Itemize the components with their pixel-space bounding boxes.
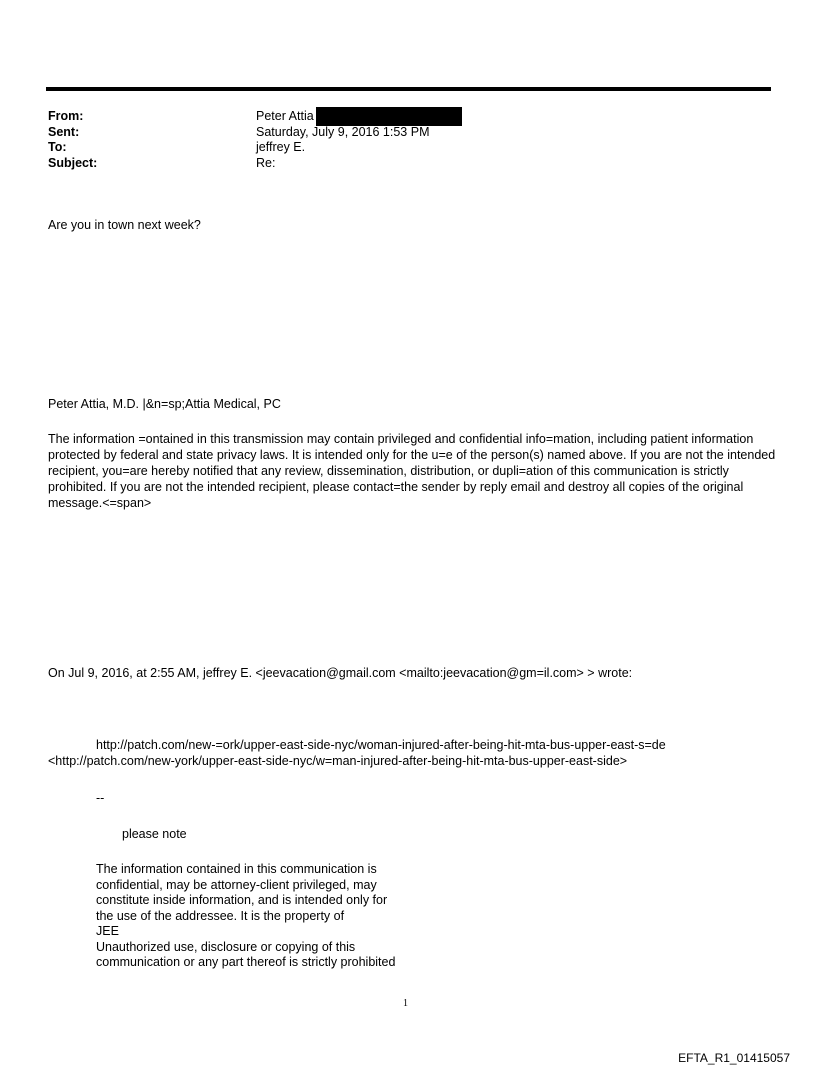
notice-line: JEE [96,924,119,938]
please-note-label: please note [122,827,187,841]
email-header [48,109,462,171]
confidentiality-disclaimer: The information =ontained in this transmission may contain privileged and confidential info=mation, including patient information protected by federal and state privacy laws. It is intended only for the u=e of the person(s) named above. If you are not the intended recipient, you=are hereby notified that any review, dissemination, distribution, or dupli=ation of this communication is strictly prohibited. If you are not the intended recipient, please contact=the sender by reply email and destroy all copies of the original message.<=span> [48,432,776,510]
patch-link-line2[interactable]: <http://patch.com/new-york/upper-east-side-nyc/w=man-injured-after-being-hit-mta-bus-upper-east-side> [48,754,628,768]
document-id: EFTA_R1_01415057 [678,1051,790,1065]
page-number: 1 [403,998,408,1009]
redaction-box [316,107,462,126]
subject-label: Subject: [48,155,98,170]
sent-label: Sent: [48,124,80,139]
notice-line: communication or any part thereof is strictly prohibited [96,955,396,969]
header-rule [46,87,771,91]
signature-line: Peter Attia, M.D. |&n=sp;Attia Medical, PC [48,397,281,411]
notice-line: the use of the addressee. It is the property of [96,908,345,923]
notice-line: constitute inside information, and is intended only for [96,893,388,907]
subject-row [48,156,462,172]
to-row [48,140,462,156]
message-question: Are you in town next week? [48,218,201,232]
signature-separator: -- [96,791,105,805]
to-value: jeffrey E. [256,140,306,154]
quoted-message-header: On Jul 9, 2016, at 2:55 AM, jeffrey E. <jeevacation@gmail.com <mailto:jeevacation@gm=il.com> > wrote: [48,666,633,680]
notice-line: Unauthorized use, disclosure or copying of this [96,939,356,954]
from-value: Peter Attia [256,109,462,125]
patch-link-line1[interactable]: http://patch.com/new-=ork/upper-east-side-nyc/woman-injured-after-being-hit-mta-bus-upper-east-s=de [96,738,666,752]
notice-line: confidential, may be attorney-client privileged, may [96,877,377,892]
subject-value: Re: [256,155,276,170]
from-label: From: [48,109,84,123]
from-row [48,109,462,125]
to-label: To: [48,140,67,154]
jee-notice [96,862,456,971]
notice-line: The information contained in this communication is [96,862,377,876]
sent-row [48,125,462,141]
sent-value: Saturday, July 9, 2016 1:53 PM [256,124,430,139]
